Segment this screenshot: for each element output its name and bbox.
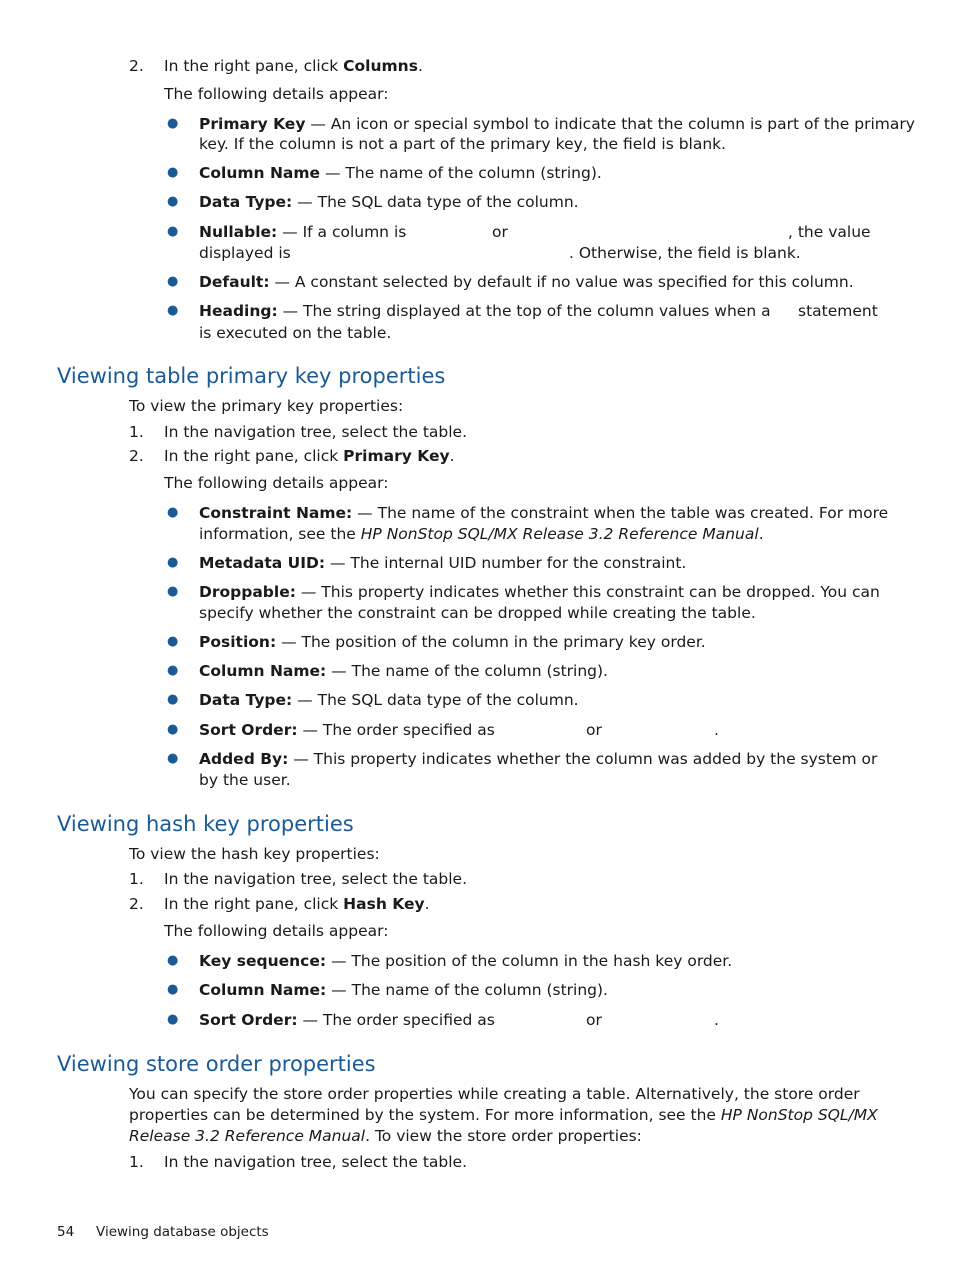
term: Position: — [199, 633, 277, 651]
term: Nullable: — [199, 223, 278, 241]
intro-text: To view the primary key properties: — [129, 397, 404, 415]
bullet-icon: ● — [167, 505, 179, 520]
description-tail: , the value — [788, 223, 871, 241]
manual-title: HP NonStop SQL/MX Release 3.2 Reference Manual — [360, 525, 759, 543]
description: — A constant selected by default if no value was specified for this column. — [269, 273, 854, 291]
following-details-text: The following details appear: — [164, 922, 389, 940]
term: Column Name: — [199, 981, 327, 999]
description: — The SQL data type of the column. — [292, 691, 579, 709]
bullet-icon: ● — [167, 663, 179, 678]
description: — The name of the column (string). — [326, 662, 608, 680]
bullet-icon: ● — [167, 165, 179, 180]
term: Constraint Name: — [199, 504, 353, 522]
list-item-continued: is executed on the table. — [199, 324, 392, 342]
description: — The name of the constraint when the table was created. For more — [352, 504, 889, 522]
description: — The name of the column (string). — [326, 981, 608, 999]
description-tail: statement — [798, 302, 878, 320]
list-item-continued — [199, 524, 764, 545]
connector-word: or — [586, 1011, 602, 1029]
list-item — [199, 222, 406, 243]
term: Primary Key — [199, 115, 306, 133]
bullet-icon: ● — [167, 953, 179, 968]
step-text — [164, 894, 430, 915]
bullet-icon: ● — [167, 982, 179, 997]
description: — The name of the column (string). — [320, 164, 602, 182]
paragraph-line — [129, 1105, 878, 1126]
description: — The SQL data type of the column. — [292, 193, 579, 211]
term: Data Type: — [199, 193, 293, 211]
list-item — [199, 163, 602, 184]
bullet-icon: ● — [167, 194, 179, 209]
list-item-continued: by the user. — [199, 771, 291, 789]
term: Sort Order: — [199, 721, 298, 739]
list-item — [199, 661, 608, 682]
list-item-continued: specify whether the constraint can be dropped while creating the table. — [199, 604, 756, 622]
list-item — [199, 749, 877, 770]
list-item — [199, 632, 706, 653]
description: — The order specified as — [297, 721, 495, 739]
manual-title: Release 3.2 Reference Manual — [129, 1127, 366, 1145]
term: Column Name: — [199, 662, 327, 680]
description: — This property indicates whether this constraint can be dropped. You can — [295, 583, 880, 601]
list-item-continued: displayed is — [199, 244, 291, 262]
term: Heading: — [199, 302, 278, 320]
list-item — [199, 114, 915, 135]
step-text-post: . — [417, 57, 423, 75]
description: — An icon or special symbol to indicate that the column is part of the primary — [305, 115, 915, 133]
step-number: 2. — [129, 895, 144, 913]
bullet-icon: ● — [167, 274, 179, 289]
step-text: In the navigation tree, select the table. — [164, 870, 468, 888]
step-number: 1. — [129, 870, 144, 888]
bullet-icon: ● — [167, 303, 179, 318]
step-text-post: . — [449, 447, 455, 465]
step-text: In the navigation tree, select the table. — [164, 423, 468, 441]
paragraph-line — [129, 1126, 642, 1147]
step-number: 2. — [129, 57, 144, 75]
step-text-pre: In the right pane, click — [164, 57, 344, 75]
following-details-text: The following details appear: — [164, 474, 389, 492]
paragraph-line: You can specify the store order properties while creating a table. Alternatively, the store order — [129, 1085, 860, 1103]
bullet-icon: ● — [167, 555, 179, 570]
list-item — [199, 553, 686, 574]
connector-word: or — [492, 223, 508, 241]
intro-text: To view the hash key properties: — [129, 845, 380, 863]
description-tail: . — [714, 721, 719, 739]
footer-section-title: Viewing database objects — [96, 1224, 269, 1240]
term: Metadata UID: — [199, 554, 326, 572]
description: — If a column is — [277, 223, 407, 241]
list-item — [199, 690, 579, 711]
following-details-text: The following details appear: — [164, 85, 389, 103]
term: Default: — [199, 273, 270, 291]
step-text-pre: In the right pane, click — [164, 447, 344, 465]
connector-word: or — [586, 721, 602, 739]
list-item — [199, 272, 854, 293]
bullet-icon: ● — [167, 751, 179, 766]
bullet-icon: ● — [167, 634, 179, 649]
description: — The position of the column in the primary key order. — [276, 633, 706, 651]
list-item — [199, 951, 732, 972]
description: — The order specified as — [297, 1011, 495, 1029]
list-item — [199, 582, 880, 603]
term: Key sequence: — [199, 952, 327, 970]
bullet-icon: ● — [167, 692, 179, 707]
section-heading: Viewing hash key properties — [57, 812, 354, 836]
step-text — [164, 56, 423, 77]
list-item — [199, 980, 608, 1001]
section-heading: Viewing table primary key properties — [57, 364, 446, 388]
step-text-pre: In the right pane, click — [164, 895, 344, 913]
step-number: 2. — [129, 447, 144, 465]
description-post: . — [758, 525, 764, 543]
bullet-icon: ● — [167, 722, 179, 737]
description-pre: information, see the — [199, 525, 361, 543]
description: — The string displayed at the top of the column values when a — [277, 302, 771, 320]
page-number: 54 — [57, 1224, 75, 1240]
term: Added By: — [199, 750, 289, 768]
step-number: 1. — [129, 423, 144, 441]
step-number: 1. — [129, 1153, 144, 1171]
bullet-icon: ● — [167, 584, 179, 599]
list-item-continued-tail: . Otherwise, the field is blank. — [569, 244, 801, 262]
step-text-post: . — [424, 895, 430, 913]
list-item-continued: key. If the column is not a part of the primary key, the field is blank. — [199, 135, 727, 153]
step-text-bold: Primary Key — [343, 447, 450, 465]
paragraph-text: . To view the store order properties: — [365, 1127, 642, 1145]
list-item — [199, 301, 771, 322]
step-text-bold: Hash Key — [343, 895, 425, 913]
list-item — [199, 503, 888, 524]
section-heading: Viewing store order properties — [57, 1052, 376, 1076]
list-item — [199, 720, 495, 741]
term: Data Type: — [199, 691, 293, 709]
paragraph-text: properties can be determined by the system. For more information, see the — [129, 1106, 721, 1124]
term: Column Name — [199, 164, 321, 182]
term: Droppable: — [199, 583, 296, 601]
term: Sort Order: — [199, 1011, 298, 1029]
step-text: In the navigation tree, select the table. — [164, 1153, 468, 1171]
description: — This property indicates whether the column was added by the system or — [288, 750, 878, 768]
bullet-icon: ● — [167, 1012, 179, 1027]
description: — The internal UID number for the constraint. — [325, 554, 687, 572]
bullet-icon: ● — [167, 116, 179, 131]
step-text-bold: Columns — [343, 57, 418, 75]
description: — The position of the column in the hash key order. — [326, 952, 733, 970]
bullet-icon: ● — [167, 224, 179, 239]
list-item — [199, 1010, 495, 1031]
list-item — [199, 192, 579, 213]
step-text — [164, 446, 455, 467]
description-tail: . — [714, 1011, 719, 1029]
manual-title: HP NonStop SQL/MX — [720, 1106, 878, 1124]
